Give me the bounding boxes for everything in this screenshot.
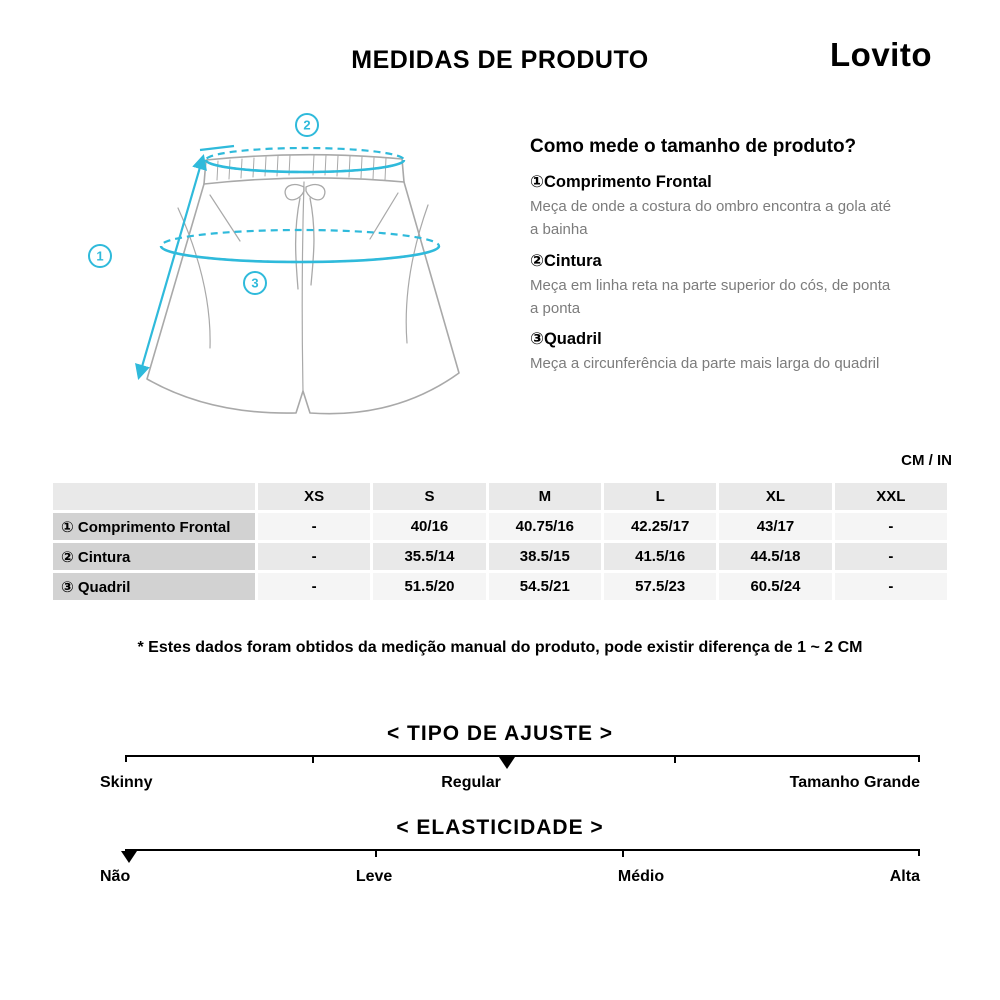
guide-item-label: ③Quadril: [530, 330, 602, 348]
table-cell: -: [835, 513, 947, 540]
size-table: [50, 480, 950, 603]
fit-scale-tick: [918, 757, 920, 762]
center-seam: [302, 182, 304, 391]
row-label: ② Cintura: [53, 543, 255, 570]
column-header: L: [604, 483, 716, 510]
waistband-ruffles: [217, 155, 386, 180]
elasticity-scale-tick: [375, 851, 377, 857]
drawstring-bow: [285, 185, 325, 200]
elasticity-scale-marker: [121, 851, 137, 863]
table-cell: 43/17: [719, 513, 831, 540]
table-cell: 38.5/15: [489, 543, 601, 570]
table-cell: 40.75/16: [489, 513, 601, 540]
length-top-reference: [200, 146, 234, 150]
column-header: XL: [719, 483, 831, 510]
elasticity-label-medium: Médio: [617, 868, 665, 885]
fit-label-regular: Regular: [441, 774, 501, 791]
guide-item-label: ①Comprimento Frontal: [530, 173, 712, 191]
table-cell: -: [258, 573, 370, 600]
table-cell: 60.5/24: [719, 573, 831, 600]
drawstring-ends: [296, 198, 314, 289]
guide-item-waist: [530, 251, 895, 321]
table-cell: -: [258, 543, 370, 570]
length-measure-line: [139, 157, 203, 377]
row-label: ③ Quadril: [53, 573, 255, 600]
table-cell: 57.5/23: [604, 573, 716, 600]
measure-guide: [530, 136, 895, 375]
table-cell: 44.5/18: [719, 543, 831, 570]
fit-scale-line: [125, 755, 920, 757]
elasticity-label-high: Alta: [889, 868, 920, 885]
elasticity-scale-tick: [918, 851, 920, 856]
guide-item-description: Meça de onde a costura do ombro encontra a gola até a bainha: [530, 198, 892, 239]
shorts-outline: [147, 155, 459, 414]
marker-digit-3: 3: [251, 275, 259, 291]
table-cell: -: [835, 573, 947, 600]
hip-measure-front: [161, 246, 439, 262]
elasticity-label-light: Leve: [355, 868, 393, 885]
marker-digit-2: 2: [303, 117, 311, 133]
table-row: [53, 573, 947, 600]
elasticity-label-none: Não: [100, 868, 131, 885]
fit-scale-tick: [312, 757, 314, 763]
table-cell: -: [258, 513, 370, 540]
guide-heading: Como mede o tamanho de produto?: [530, 136, 857, 157]
measurement-note: * Estes dados foram obtidos da medição manual do produto, pode existir diferença de 1 ~ 2 CM: [137, 639, 863, 656]
elasticity-scale-line: [125, 849, 920, 851]
table-cell: 40/16: [373, 513, 485, 540]
table-cell: -: [835, 543, 947, 570]
guide-item-description: Meça a circunferência da parte mais larga do quadril: [530, 355, 880, 372]
elasticity-scale: [125, 849, 920, 865]
guide-item-hip: [530, 329, 895, 375]
measurement-annotations: [89, 114, 439, 377]
column-header: M: [489, 483, 601, 510]
table-cell: 42.25/17: [604, 513, 716, 540]
table-cell: 51.5/20: [373, 573, 485, 600]
fit-scale-tick: [674, 757, 676, 763]
column-header: S: [373, 483, 485, 510]
table-cell: 35.5/14: [373, 543, 485, 570]
column-header: XXL: [835, 483, 947, 510]
unit-label: CM / IN: [901, 452, 952, 469]
table-corner-cell: [53, 483, 255, 510]
elasticity-scale-labels: [100, 868, 920, 886]
guide-item-length: [530, 172, 895, 242]
fit-scale-tick: [125, 757, 127, 762]
product-diagram: [60, 103, 520, 448]
table-cell: 54.5/21: [489, 573, 601, 600]
table-row: [53, 543, 947, 570]
table-header-row: [53, 483, 947, 510]
fit-scale: [125, 755, 920, 771]
fit-scale-title: < TIPO DE AJUSTE >: [386, 722, 614, 745]
row-label: ① Comprimento Frontal: [53, 513, 255, 540]
table-cell: 41.5/16: [604, 543, 716, 570]
marker-digit-1: 1: [96, 248, 104, 264]
lovito-logo: Lovito: [830, 36, 932, 73]
elasticity-scale-title: < ELASTICIDADE >: [396, 816, 604, 839]
guide-item-description: Meça em linha reta na parte superior do cós, de ponta a ponta: [530, 276, 891, 317]
fit-label-skinny: Skinny: [100, 774, 153, 791]
column-header: XS: [258, 483, 370, 510]
fit-scale-labels: [100, 774, 920, 792]
page-title: MEDIDAS DE PRODUTO: [351, 46, 649, 74]
fit-label-plus: Tamanho Grande: [789, 774, 920, 791]
guide-item-label: ②Cintura: [530, 251, 602, 270]
shorts-illustration: [60, 103, 520, 448]
fit-scale-marker: [499, 757, 515, 769]
table-row: [53, 513, 947, 540]
elasticity-scale-tick: [622, 851, 624, 857]
marker-digits: [96, 118, 310, 291]
